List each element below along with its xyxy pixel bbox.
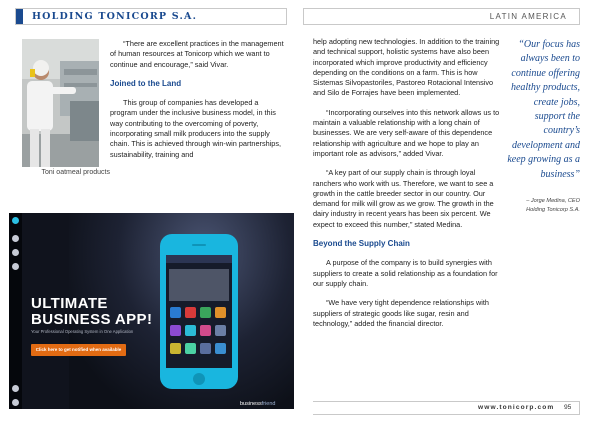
page-number: 95	[564, 404, 572, 411]
settings-icon[interactable]	[12, 385, 19, 392]
app-tile-icon	[185, 325, 196, 336]
article-paragraph: A purpose of the company is to build synergies with suppliers to create a solid relationship as a foundation for our supply chain.	[313, 258, 498, 288]
region-label: LATIN AMERICA	[489, 12, 567, 21]
company-name: HOLDING TONICORP S.A.	[32, 11, 198, 22]
app-tile-icon	[200, 325, 211, 336]
app-tile-icon	[170, 307, 181, 318]
app-tile-icon	[185, 307, 196, 318]
ad-brand-logo	[240, 401, 275, 407]
attribution-company: Holding Tonicorp S.A.	[526, 207, 580, 213]
app-tile-icon	[200, 307, 211, 318]
app-feature-image	[169, 269, 229, 301]
photo-caption: Toni oatmeal products	[41, 169, 110, 176]
app-tile-icon	[185, 343, 196, 354]
zoom-icon[interactable]	[12, 399, 19, 406]
bookmark-icon[interactable]	[12, 249, 19, 256]
article-paragraph: “A key part of our supply chain is through loyal ranchers who work with us. Therefore, we want to see a growth in the cattle breeder sector in our country. Our demand for milk will grow as we grow. The growth in the dairy industry in recent years has been six percent. We expect to exceed this number,” stated Medina.	[313, 168, 494, 229]
app-tile-icon	[170, 325, 181, 336]
header-company-box	[15, 8, 287, 25]
article-column-2	[313, 37, 500, 338]
ad-side-toolbar	[9, 213, 22, 409]
share-icon[interactable]	[12, 217, 19, 224]
phone-speaker	[192, 244, 206, 246]
section-heading: Joined to the Land	[110, 78, 182, 88]
app-tile-icon	[215, 343, 226, 354]
article-column-1	[110, 39, 285, 169]
app-tile-icon	[200, 343, 211, 354]
header-accent-bar	[16, 9, 23, 24]
section-heading: Beyond the Supply Chain	[313, 239, 410, 249]
article-paragraph: “There are excellent practices in the management of human resources at Tonicorp which we want to continue and encourage,” said Vivar.	[110, 39, 284, 69]
footer-url[interactable]: www.tonicorp.com	[478, 404, 555, 411]
attribution-name: – Jorge Medina, CEO	[526, 198, 580, 204]
notify-button[interactable]: Click here to get notified when available	[31, 344, 126, 356]
phone-screen	[166, 255, 232, 368]
header-region-box	[303, 8, 580, 25]
app-tile-icon	[170, 343, 181, 354]
article-paragraph: “We have very tight dependence relationships with suppliers of strategic goods like sugar, resin and technology,” added the financial director.	[313, 298, 489, 328]
brand-main: business	[240, 401, 262, 407]
article-paragraph: This group of companies has developed a program under the inclusive business model, in this way contributing to the overcoming of poverty, incorporating small milk producers into the supply chain. This is achieved through win-win partnerships, sustainability, training and	[110, 98, 282, 159]
app-topbar	[166, 255, 232, 263]
factory-worker-photo	[22, 39, 99, 167]
app-tile-icon	[215, 325, 226, 336]
info-icon[interactable]	[12, 263, 19, 270]
app-tile-icon	[215, 307, 226, 318]
pull-quote: “Our focus has always been to continue offering healthy products, create jobs, support the country’s development and keep growing as a business”	[507, 39, 580, 180]
ad-headline-line1: ULTIMATE	[31, 295, 108, 312]
article-paragraph: help adopting new technologies. In addition to the training and technical support, holistic systems have also been incorporated which improve productivity and efficiency depending on the conditions on a farm. This is how Sistemas Silvopastoriles, Pastoreo Rotacional Intensivo and Silo de Forrajes have been implemented.	[313, 37, 500, 98]
phone-home-button	[193, 373, 205, 385]
ad-headline-line2: BUSINESS APP!	[31, 311, 153, 328]
brand-accent: friend	[261, 401, 276, 407]
menu-icon[interactable]	[12, 235, 19, 242]
article-paragraph: “Incorporating ourselves into this network allows us to maintain a valuable relationship with a long chain of businesses. We are very self-aware of this dependence relationship with agriculture and we hope to play an important role as advisors,” added Vivar.	[313, 107, 500, 158]
ad-subtitle: Your Professional Operating System in One Application	[31, 329, 134, 334]
quote-attribution	[500, 197, 580, 215]
